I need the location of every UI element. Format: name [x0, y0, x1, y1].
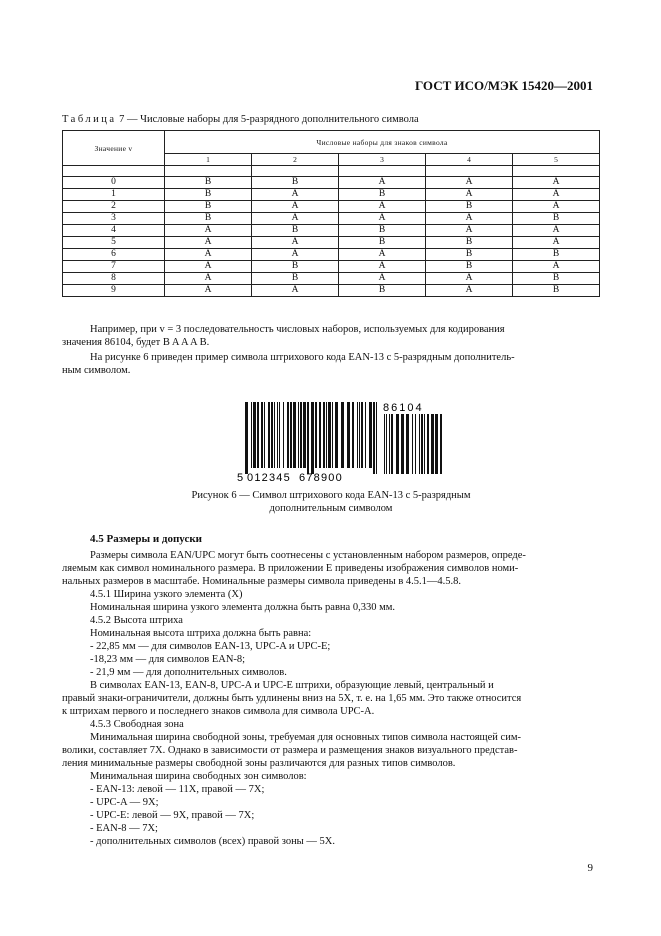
- row-value-cell: 5: [63, 237, 165, 249]
- barcode-bar: [251, 402, 252, 468]
- figure-ref-paragraph: [62, 351, 600, 377]
- set-cell: A: [426, 273, 513, 285]
- barcode-bar: [323, 402, 325, 468]
- barcode-bar: [341, 402, 344, 468]
- set-cell: B: [339, 189, 426, 201]
- set-cell: A: [165, 273, 252, 285]
- barcode-bar: [415, 414, 416, 474]
- barcode-bar: [319, 402, 321, 468]
- list-item: -18,23 мм — для символов EAN-8;: [90, 654, 246, 665]
- table-row: [63, 225, 600, 237]
- barcode-bar: [359, 402, 360, 468]
- spacer-cell: [63, 166, 165, 177]
- barcode-bar: [271, 402, 273, 468]
- barcode-bar: [406, 414, 409, 474]
- set-cell: B: [513, 213, 600, 225]
- barcode-bar: [431, 414, 434, 474]
- page-header: ГОСТ ИСО/МЭК 15420—2001: [414, 78, 593, 93]
- table-row: [63, 189, 600, 201]
- barcode-bar: [421, 414, 423, 474]
- set-cell: A: [426, 189, 513, 201]
- barcode-image: [237, 400, 447, 482]
- barcode-bar: [386, 414, 387, 474]
- barcode-bar: [352, 402, 354, 468]
- row-value-cell: 1: [63, 189, 165, 201]
- set-cell: A: [513, 189, 600, 201]
- barcode-first-digit: 5: [237, 472, 244, 482]
- barcode-bar: [424, 414, 425, 474]
- col-subheader: 4: [426, 154, 513, 166]
- list-item: - 22,85 мм — для символов EAN-13, UPC-A и UPC-E;: [90, 641, 331, 652]
- figure-ref-line-2: ным символом.: [62, 365, 131, 376]
- set-cell: A: [513, 237, 600, 249]
- set-cell: A: [339, 249, 426, 261]
- list-item: - дополнительных символов (всех) правой зоны — 5X.: [90, 836, 335, 847]
- list-item: - EAN-13: левой — 11X, правой — 7X;: [90, 784, 265, 795]
- set-cell: A: [165, 237, 252, 249]
- spacer-cell: [252, 166, 339, 177]
- set-cell: A: [252, 285, 339, 297]
- list-item: - EAN-8 — 7X;: [90, 823, 158, 834]
- set-cell: A: [339, 213, 426, 225]
- section-body: [62, 549, 600, 848]
- barcode-bar: [369, 402, 372, 468]
- example-line-2: значения 86104, будет B A A A B.: [62, 337, 210, 348]
- row-value-cell: 2: [63, 201, 165, 213]
- set-cell: B: [513, 273, 600, 285]
- barcode-bar: [315, 402, 317, 468]
- body-line: правый знаки-ограничители, должны быть удлинены вниз на 5X, т. е. на 1,65 мм. Это также относится: [62, 693, 522, 704]
- set-cell: A: [513, 201, 600, 213]
- table-row: [63, 213, 600, 225]
- table-row: [63, 285, 600, 297]
- barcode-bar: [396, 414, 399, 474]
- body-line: Номинальная ширина узкого элемента должна быть равна 0,330 мм.: [90, 602, 395, 613]
- list-item: - 21,9 мм — для дополнительных символов.: [90, 667, 287, 678]
- table-caption-text: 7 — Числовые наборы для 5-разрядного дополнительного символа: [116, 114, 419, 125]
- spacer-cell: [426, 166, 513, 177]
- col-subheader: 2: [252, 154, 339, 166]
- example-paragraph: [62, 323, 600, 349]
- set-cell: A: [252, 249, 339, 261]
- figure-ref-line-1: На рисунке 6 приведен пример символа штрихового кода EAN-13 с 5-разрядным дополнитель-: [90, 352, 515, 363]
- row-value-cell: 3: [63, 213, 165, 225]
- table-row: [63, 177, 600, 189]
- barcode-bar: [373, 402, 375, 474]
- barcode-bar: [298, 402, 299, 468]
- barcode-bar: [326, 402, 327, 468]
- barcode-bar: [293, 402, 296, 468]
- set-cell: A: [513, 225, 600, 237]
- col-subheader: 1: [165, 154, 252, 166]
- set-cell: A: [252, 237, 339, 249]
- subsection-title: 4.5.2 Высота штриха: [90, 615, 183, 626]
- barcode-bar: [279, 402, 280, 468]
- set-cell: A: [339, 201, 426, 213]
- set-cell: B: [165, 177, 252, 189]
- barcode-figure: [237, 394, 447, 482]
- set-cell: B: [513, 249, 600, 261]
- barcode-bar: [435, 414, 438, 474]
- table-caption: [62, 114, 419, 125]
- barcode-bar: [347, 402, 350, 468]
- subsection-title: 4.5.3 Свободная зона: [90, 719, 184, 730]
- set-cell: A: [426, 213, 513, 225]
- barcode-left-digits: 012345: [247, 472, 291, 482]
- body-line: Номинальная высота штриха должна быть равна:: [90, 628, 312, 639]
- barcode-bar: [290, 402, 292, 468]
- set-cell: A: [165, 249, 252, 261]
- set-cell: A: [426, 177, 513, 189]
- col-subheader: 5: [513, 154, 600, 166]
- set-cell: A: [252, 201, 339, 213]
- spacer-cell: [339, 166, 426, 177]
- set-cell: B: [252, 225, 339, 237]
- barcode-bar: [300, 402, 302, 468]
- set-cell: B: [426, 237, 513, 249]
- body-line: Размеры символа EAN/UPC могут быть соотнесены с установленным набором размеров, опреде-: [90, 550, 526, 561]
- body-line: В символах EAN-13, EAN-8, UPC-A и UPC-E штрихи, образующие левый, центральный и: [90, 680, 494, 691]
- barcode-bar: [307, 402, 309, 474]
- barcode-bar: [328, 402, 331, 468]
- set-cell: A: [339, 261, 426, 273]
- barcode-bar: [419, 414, 420, 474]
- subsection-title: 4.5.1 Ширина узкого элемента (X): [90, 589, 243, 600]
- body-line: ления минимальные размеры свободной зоны различаются для разных типов символов.: [62, 758, 456, 769]
- figure-caption-line-2: дополнительным символом: [269, 503, 393, 514]
- body-line: ляемым как символ номинального размера. В приложении Е приведены изображения символов номи-: [62, 563, 519, 574]
- row-value-cell: 8: [63, 273, 165, 285]
- barcode-bar: [389, 414, 390, 474]
- body-line: Минимальная ширина свободных зон символов:: [90, 771, 307, 782]
- barcode-bar: [261, 402, 263, 468]
- section-title: 4.5 Размеры и допуски: [90, 533, 203, 545]
- body-line: Минимальная ширина свободной зоны, требуемая для основных типов символа настоящей сим-: [90, 732, 521, 743]
- row-value-cell: 0: [63, 177, 165, 189]
- row-value-cell: 7: [63, 261, 165, 273]
- barcode-bar: [287, 402, 289, 468]
- barcode-right-digits: 678900: [299, 472, 343, 482]
- set-cell: A: [165, 261, 252, 273]
- row-value-cell: 6: [63, 249, 165, 261]
- figure-caption: [176, 489, 486, 515]
- barcode-bar: [384, 414, 385, 474]
- row-value-cell: 4: [63, 225, 165, 237]
- row-value-cell: 9: [63, 285, 165, 297]
- set-cell: A: [252, 189, 339, 201]
- set-cell: A: [426, 285, 513, 297]
- table-row: [63, 273, 600, 285]
- barcode-bar: [283, 402, 284, 468]
- col-value-header: Значение v: [63, 131, 165, 166]
- barcode-bar: [335, 402, 338, 468]
- figure-caption-line-1: Рисунок 6 — Символ штрихового кода EAN-13 с 5-разрядным: [191, 490, 471, 501]
- set-cell: B: [165, 213, 252, 225]
- set-cell: B: [513, 285, 600, 297]
- set-cell: A: [252, 213, 339, 225]
- body-line: волики, составляет 7X. Однако в зависимости от размера и размещения знаков визуального представ-: [62, 745, 518, 756]
- barcode-bar: [253, 402, 256, 468]
- set-cell: B: [426, 261, 513, 273]
- set-cell: B: [252, 273, 339, 285]
- barcode-bar: [303, 402, 306, 468]
- set-cell: A: [513, 261, 600, 273]
- barcode-bar: [361, 402, 363, 468]
- table-row: [63, 249, 600, 261]
- body-line: нальных размеров в масштабе. Номинальные размеры символа приведены в 4.5.1—4.5.8.: [62, 576, 462, 587]
- barcode-bar: [376, 402, 377, 474]
- numeric-sets-table: [62, 130, 600, 297]
- barcode-bar: [357, 402, 358, 468]
- set-cell: A: [165, 285, 252, 297]
- set-cell: B: [165, 201, 252, 213]
- set-cell: A: [339, 273, 426, 285]
- body-line: к штрихам первого и последнего знаков символа для символа UPC-A.: [62, 706, 375, 717]
- set-cell: A: [339, 177, 426, 189]
- barcode-bar: [264, 402, 265, 468]
- spacer-cell: [165, 166, 252, 177]
- barcode-bar: [268, 402, 270, 468]
- set-cell: B: [252, 261, 339, 273]
- barcode-bar: [277, 402, 278, 468]
- example-line-1: Например, при v = 3 последовательность числовых наборов, используемых для кодирования: [90, 324, 505, 335]
- set-cell: A: [426, 225, 513, 237]
- set-cell: A: [165, 225, 252, 237]
- spacer-cell: [513, 166, 600, 177]
- barcode-bar: [440, 414, 442, 474]
- list-item: - UPC-E: левой — 9X, правой — 7X;: [90, 810, 255, 821]
- table-row: [63, 201, 600, 213]
- set-cell: B: [165, 189, 252, 201]
- set-cell: B: [252, 177, 339, 189]
- table-spacer-row: [63, 166, 600, 177]
- barcode-addon-digits: 86104: [383, 402, 424, 414]
- set-cell: B: [339, 237, 426, 249]
- table-row: [63, 237, 600, 249]
- barcode-bar: [365, 402, 366, 468]
- col-subheader: 3: [339, 154, 426, 166]
- set-cell: B: [426, 249, 513, 261]
- table-caption-prefix: Таблица: [62, 114, 117, 125]
- barcode-bar: [245, 402, 248, 474]
- barcode-bar: [391, 414, 393, 474]
- barcode-bar: [427, 414, 429, 474]
- barcode-bar: [257, 402, 259, 468]
- set-cell: B: [339, 285, 426, 297]
- barcode-bar: [401, 414, 404, 474]
- col-group-header: Числовые наборы для знаков символа: [165, 131, 600, 154]
- list-item: - UPC-A — 9X;: [90, 797, 159, 808]
- set-cell: B: [426, 201, 513, 213]
- barcode-bar: [311, 402, 314, 474]
- barcode-bar: [332, 402, 333, 468]
- set-cell: A: [513, 177, 600, 189]
- page-number: 9: [587, 862, 593, 874]
- table-row: [63, 261, 600, 273]
- barcode-bar: [274, 402, 275, 468]
- set-cell: B: [339, 225, 426, 237]
- barcode-bar: [412, 414, 413, 474]
